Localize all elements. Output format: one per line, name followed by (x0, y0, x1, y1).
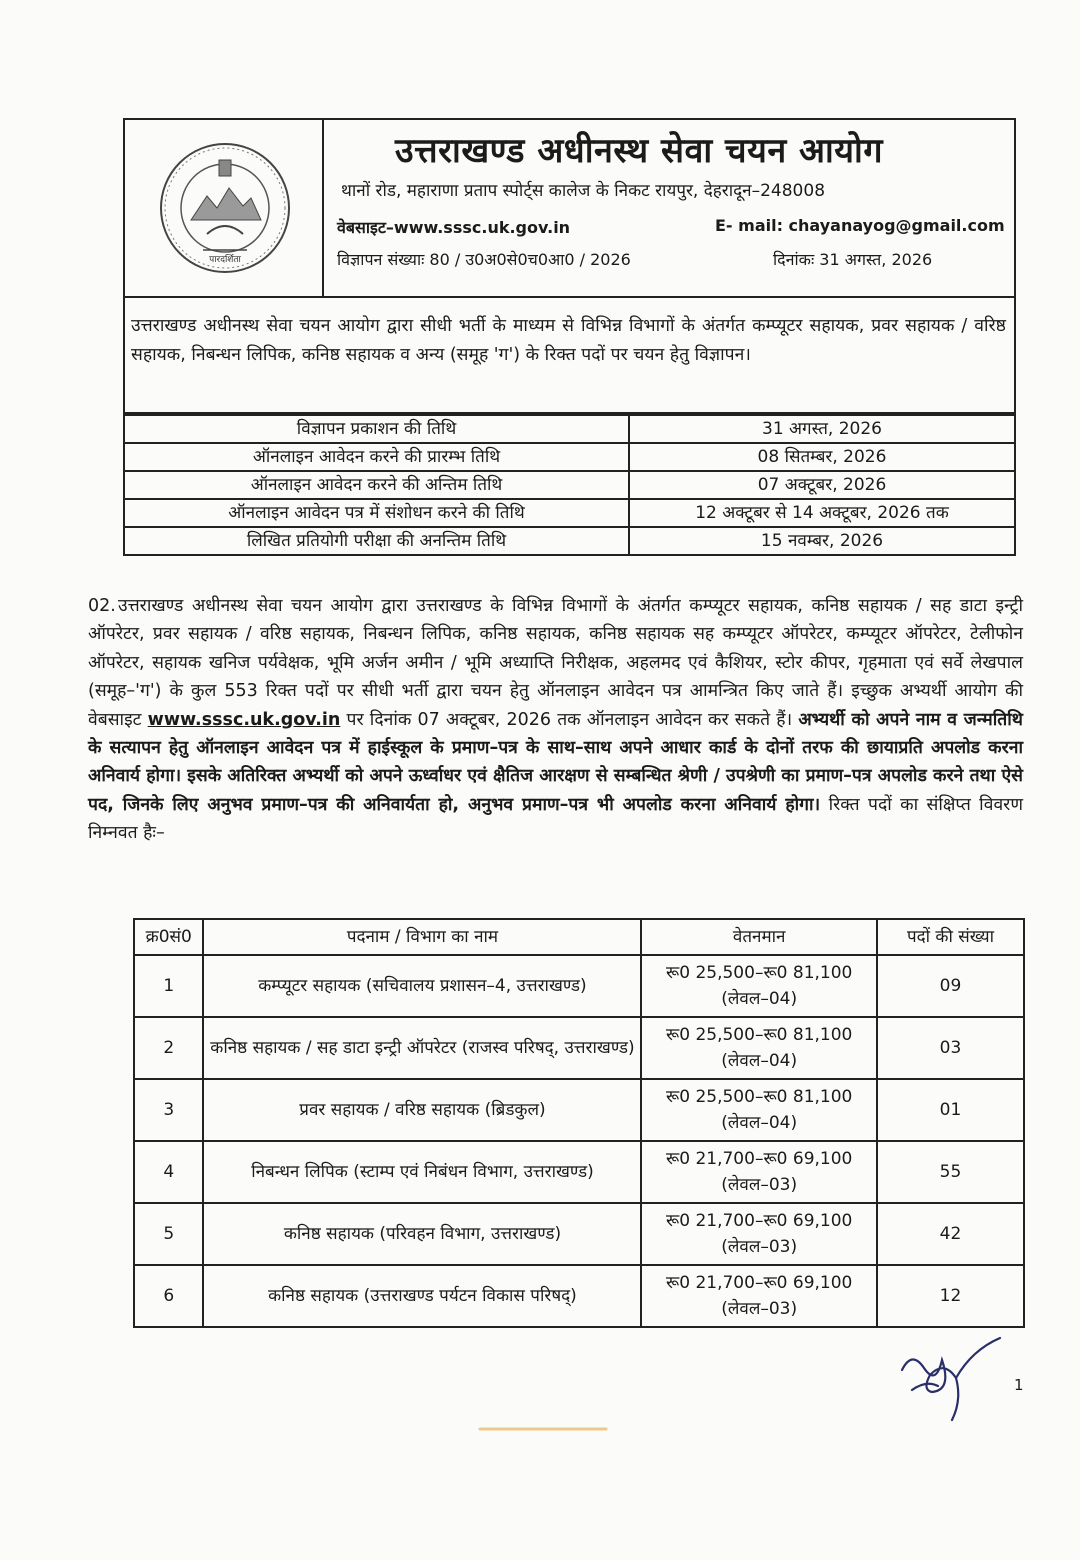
post-count: 09 (877, 955, 1024, 1017)
paragraph-text: रिक्त पदों का संक्षिप्त विवरण निम्नवत हैः– (88, 794, 1023, 844)
highlight-mark (478, 1426, 608, 1432)
date-label: ऑनलाइन आवेदन पत्र में संशोधन करने की तिथि (124, 499, 629, 527)
post-name: कनिष्ठ सहायक / सह डाटा इन्ट्री ऑपरेटर (राजस्व परिषद्, उत्तराखण्ड) (203, 1017, 641, 1079)
table-row (134, 1203, 1024, 1265)
pay-level: (लेवल–03) (721, 1299, 798, 1319)
date-value: 08 सितम्बर, 2026 (629, 443, 1015, 471)
pay-level: (लेवल–03) (721, 1175, 798, 1195)
post-name: कनिष्ठ सहायक (परिवहन विभाग, उत्तराखण्ड) (203, 1203, 641, 1265)
serial-number: 6 (134, 1265, 203, 1327)
section-02-paragraph (88, 592, 1023, 848)
table-row (124, 415, 1015, 443)
post-count: 12 (877, 1265, 1024, 1327)
signature-icon (882, 1330, 1012, 1430)
address: थानों रोड, महाराणा प्रताप स्पोर्ट्स कालेज के निकट रायपुर, देहरादून–248008 (341, 181, 826, 201)
table-row (124, 471, 1015, 499)
advertisement-number: विज्ञापन संख्याः 80 / उ0अ0से0च0आ0 / 2026 (337, 250, 631, 269)
date-label: लिखित प्रतियोगी परीक्षा की अनन्तिम तिथि (124, 527, 629, 555)
important-dates-table (123, 414, 1016, 556)
column-header: क्र0सं0 (134, 919, 203, 955)
table-row (134, 955, 1024, 1017)
pay-scale (641, 1079, 876, 1141)
date-value: 12 अक्टूबर से 14 अक्टूबर, 2026 तक (629, 499, 1015, 527)
column-header: वेतनमान (641, 919, 876, 955)
paragraph-text: उत्तराखण्ड अधीनस्थ सेवा चयन आयोग द्वारा उत्तराखण्ड के विभिन्न विभागों के अंतर्गत कम्प्यूटर सहायक, कनिष्ठ सहायक / सह डाटा इन्ट्री ऑपरेटर, प्रवर सहायक / वरिष्ठ सहायक, निबन्धन लिपिक, कनिष्ठ सहायक, कनिष्ठ सहायक सह कम्प्यूटर ऑपरेटर, कम्प्यूटर ऑपरेटर, टेलीफोन ऑपरेटर, सहायक खनिज पर्यवेक्षक, भूमि अर्जन अमीन / भूमि अध्याप्ति निरीक्षक, अहलमद एवं कैशियर, स्टोर कीपर, गृहमाता एवं सर्वे लेखपाल (समूह–'ग') के कुल 553 रिक्त पदों पर सीधी भर्ती द्वारा चयन हेतु ऑनलाइन आवेदन पत्र आमन्त्रित किए जाते हैं। इच्छुक अभ्यर्थी आयोग की वेबसाइट (88, 596, 1023, 730)
post-count: 42 (877, 1203, 1024, 1265)
pay-level: (लेवल–03) (721, 1237, 798, 1257)
pay-level: (लेवल–04) (721, 989, 798, 1009)
post-count: 55 (877, 1141, 1024, 1203)
post-count: 03 (877, 1017, 1024, 1079)
advertisement-date: दिनांकः 31 अगस्त, 2026 (773, 250, 933, 269)
website-link[interactable]: वेबसाइट–www.sssc.uk.gov.in (337, 218, 571, 237)
intro-paragraph: उत्तराखण्ड अधीनस्थ सेवा चयन आयोग द्वारा सीधी भर्ती के माध्यम से विभिन्न विभागों के अंतर्गत कम्प्यूटर सहायक, प्रवर सहायक / वरिष्ठ सहायक, निबन्धन लिपिक, कनिष्ठ सहायक व अन्य (समूह 'ग') के रिक्त पदों पर चयन हेतु विज्ञापन। (123, 298, 1016, 414)
header-divider (322, 120, 324, 296)
date-label: विज्ञापन प्रकाशन की तिथि (124, 415, 629, 443)
pay-scale (641, 1265, 876, 1327)
vacancy-table (133, 918, 1025, 1328)
post-count: 01 (877, 1079, 1024, 1141)
pay-range: रू0 25,500–रू0 81,100 (666, 963, 853, 983)
column-header: पदों की संख्या (877, 919, 1024, 955)
pay-level: (लेवल–04) (721, 1113, 798, 1133)
table-row (124, 499, 1015, 527)
table-header-row (134, 919, 1024, 955)
post-name: प्रवर सहायक / वरिष्ठ सहायक (ब्रिडकुल) (203, 1079, 641, 1141)
seal-text: पारदर्शिता (209, 255, 241, 265)
paragraph-text: पर दिनांक 07 अक्टूबर, 2026 तक ऑनलाइन आवेदन कर सकते हैं। (346, 709, 793, 730)
post-name: कम्प्यूटर सहायक (सचिवालय प्रशासन–4, उत्तराखण्ड) (203, 955, 641, 1017)
pay-range: रू0 21,700–रू0 69,100 (666, 1211, 853, 1231)
letterhead (123, 118, 1016, 298)
pay-range: रू0 25,500–रू0 81,100 (666, 1025, 853, 1045)
email-link[interactable]: E- mail: chayanayog@gmail.com (715, 216, 1005, 235)
serial-number: 2 (134, 1017, 203, 1079)
pay-scale (641, 1141, 876, 1203)
pay-level: (लेवल–04) (721, 1051, 798, 1071)
date-label: ऑनलाइन आवेदन करने की प्रारम्भ तिथि (124, 443, 629, 471)
pay-scale (641, 955, 876, 1017)
table-row (124, 443, 1015, 471)
pay-scale (641, 1017, 876, 1079)
date-value: 07 अक्टूबर, 2026 (629, 471, 1015, 499)
table-row (134, 1265, 1024, 1327)
org-title: उत्तराखण्ड अधीनस्थ सेवा चयन आयोग (395, 131, 883, 171)
table-row (134, 1017, 1024, 1079)
pay-range: रू0 25,500–रू0 81,100 (666, 1087, 853, 1107)
pay-scale (641, 1203, 876, 1265)
date-value: 15 नवम्बर, 2026 (629, 527, 1015, 555)
paragraph-text-bold: अभ्यर्थी को अपने नाम व जन्मतिथि के सत्यापन हेतु ऑनलाइन आवेदन पत्र में हाईस्कूल के प्रमाण–पत्र के साथ–साथ अपने आधार कार्ड के दोनों तरफ की छायाप्रति अपलोड करना अनिवार्य होगा। इसके अतिरिक्त अभ्यर्थी को अपने ऊर्ध्वाधर एवं क्षैतिज आरक्षण से सम्बन्धित श्रेणी / उपश्रेणी का प्रमाण–पत्र अपलोड करने तथा ऐसे पद, जिनके लिए अनुभव प्रमाण–पत्र की अनिवार्यता हो, अनुभव प्रमाण–पत्र भी अपलोड करना अनिवार्य होगा। (88, 709, 1023, 815)
commission-seal-icon (155, 138, 295, 278)
table-row (134, 1079, 1024, 1141)
section-number: 02. (88, 596, 116, 616)
pay-range: रू0 21,700–रू0 69,100 (666, 1273, 853, 1293)
date-label: ऑनलाइन आवेदन करने की अन्तिम तिथि (124, 471, 629, 499)
serial-number: 5 (134, 1203, 203, 1265)
page-number: 1 (1014, 1376, 1024, 1394)
website-link[interactable]: www.sssc.uk.gov.in (147, 709, 341, 730)
date-value: 31 अगस्त, 2026 (629, 415, 1015, 443)
serial-number: 3 (134, 1079, 203, 1141)
table-row (134, 1141, 1024, 1203)
column-header: पदनाम / विभाग का नाम (203, 919, 641, 955)
table-row (124, 527, 1015, 555)
pay-range: रू0 21,700–रू0 69,100 (666, 1149, 853, 1169)
serial-number: 4 (134, 1141, 203, 1203)
serial-number: 1 (134, 955, 203, 1017)
post-name: कनिष्ठ सहायक (उत्तराखण्ड पर्यटन विकास परिषद्) (203, 1265, 641, 1327)
post-name: निबन्धन लिपिक (स्टाम्प एवं निबंधन विभाग, उत्तराखण्ड) (203, 1141, 641, 1203)
